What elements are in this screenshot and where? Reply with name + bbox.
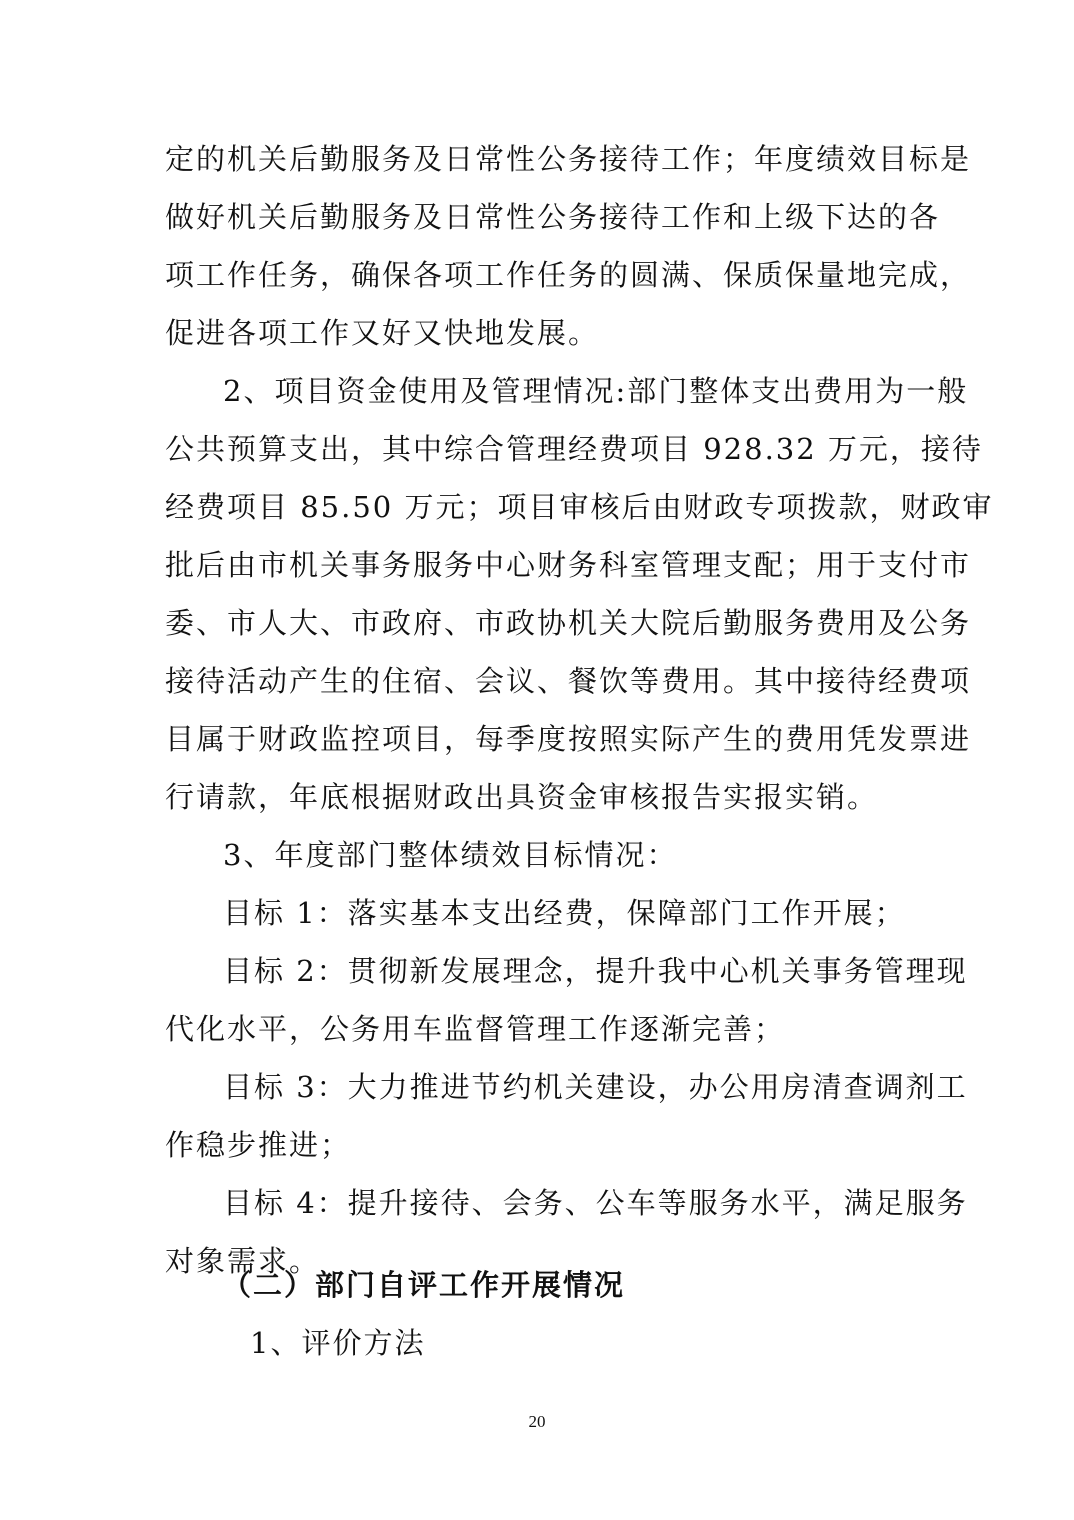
- text-line: 目属于财政监控项目，每季度按照实际产生的费用凭发票进: [165, 722, 972, 756]
- subsection-heading: 1、评价方法: [250, 1326, 426, 1360]
- body-text: [165, 130, 994, 1290]
- text-line: 定的机关后勤服务及日常性公务接待工作；年度绩效目标是: [165, 142, 972, 176]
- text-line: 目标 4：提升接待、会务、公车等服务水平，满足服务: [223, 1186, 968, 1220]
- text-line: 目标 3：大力推进节约机关建设，办公用房清查调剂工: [223, 1070, 968, 1104]
- text-line: 批后由市机关事务服务中心财务科室管理支配；用于支付市: [165, 548, 972, 582]
- text-line: 委、市人大、市政府、市政协机关大院后勤服务费用及公务: [165, 606, 972, 640]
- text-line: 项工作任务，确保各项工作任务的圆满、保质保量地完成，: [165, 258, 972, 292]
- text-line: 目标 2：贯彻新发展理念，提升我中心机关事务管理现: [223, 954, 968, 988]
- section-heading: （二）部门自评工作开展情况: [222, 1268, 626, 1302]
- text-line: 行请款，年底根据财政出具资金审核报告实报实销。: [165, 780, 879, 814]
- text-line: 公共预算支出，其中综合管理经费项目 928.32 万元，接待: [165, 432, 983, 466]
- text-line: 目标 1：落实基本支出经费，保障部门工作开展；: [223, 896, 906, 930]
- text-line: 2、项目资金使用及管理情况:部门整体支出费用为一般: [223, 374, 969, 408]
- text-line: 作稳步推进；: [165, 1128, 352, 1162]
- text-line: 接待活动产生的住宿、会议、餐饮等费用。其中接待经费项: [165, 664, 972, 698]
- text-line: 促进各项工作又好又快地发展。: [165, 316, 600, 350]
- text-line: 对象需求。: [165, 1244, 321, 1278]
- text-line: 经费项目 85.50 万元；项目审核后由财政专项拨款，财政审: [165, 490, 994, 524]
- text-line: 代化水平，公务用车监督管理工作逐渐完善；: [165, 1012, 786, 1046]
- page-number: 20: [528, 1412, 546, 1431]
- text-line: 3、年度部门整体绩效目标情况：: [223, 838, 678, 872]
- text-line: 做好机关后勤服务及日常性公务接待工作和上级下达的各: [165, 200, 941, 234]
